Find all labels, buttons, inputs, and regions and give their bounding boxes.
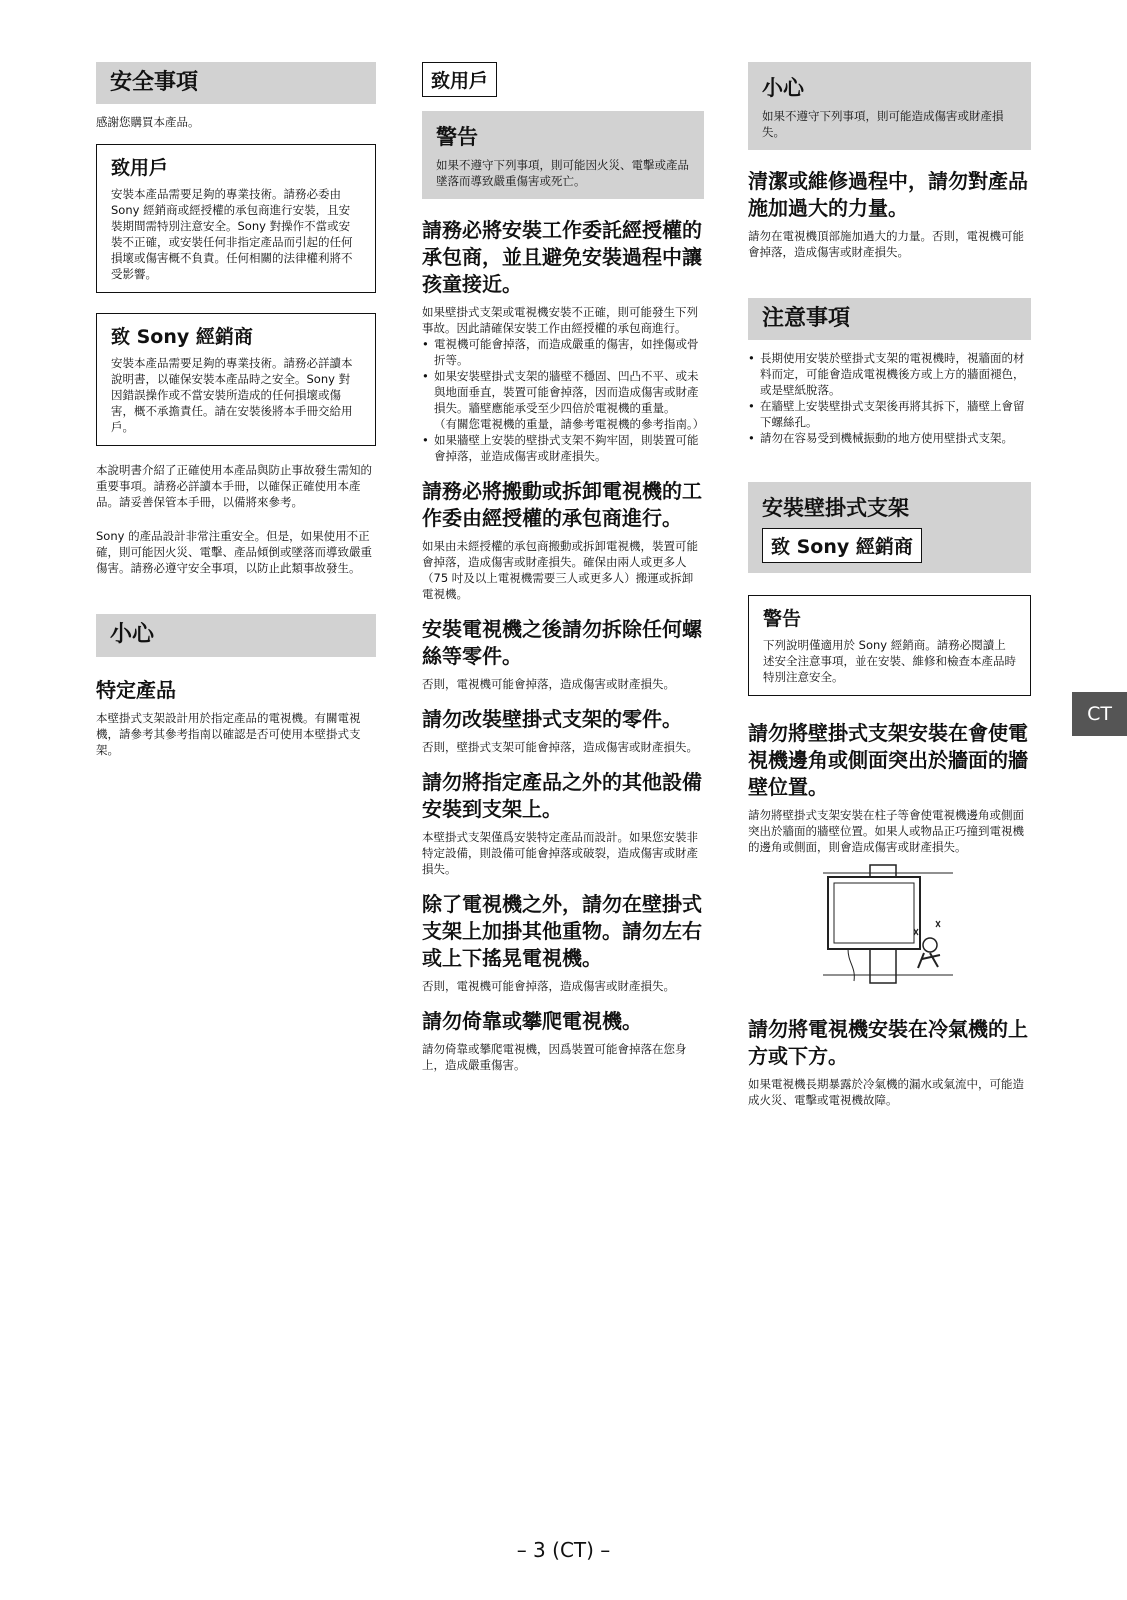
caution-box bbox=[748, 62, 1031, 150]
section-text: 否則，壁掛式支架可能會掉落，造成傷害或財產損失。 bbox=[422, 740, 698, 754]
list-item: • 請勿在容易受到機械振動的地方使用壁掛式支架。 bbox=[748, 430, 1031, 446]
users-box-text: 安裝本產品需要足夠的專業技術。請務必委由 Sony 經銷商或經授權的承包商進行安裝，且安裝期間需特別注意安全。Sony 對操作不當或安裝不正確，或安裝任何非指定產品而引起的任何損壞或傷害概不負責。任何相關的法律權利將不受影響。 bbox=[111, 187, 353, 282]
section-text: 如果由未經授權的承包商搬動或拆卸電視機，裝置可能會掉落，造成傷害或財產損失。確保由兩人或更多人（75 吋及以上電視機需要三人或更多人）搬運或拆卸電視機。 bbox=[422, 539, 698, 601]
specific-product-title: 特定產品 bbox=[96, 677, 176, 702]
specific-product-text: 本壁掛式支架設計用於指定產品的電視機。有關電視機，請參考其參考指南以確認是否可使用本壁掛式支架。 bbox=[96, 710, 361, 757]
safety-paragraph: Sony 的產品設計非常注重安全。但是，如果使用不正確，則可能因火災、電擊、產品傾倒或墜落而導致嚴重傷害。請務必遵守安全事項，以防止此類事故發生。 bbox=[96, 529, 372, 576]
list-item: • 長期使用安裝於壁掛式支架的電視機時，視牆面的材料而定，可能會造成電視機後方或上方的牆面褪色，或是壁紙脫落。 bbox=[748, 350, 1031, 398]
caution-title: 小心 bbox=[762, 76, 804, 100]
section-text: 否則，電視機可能會掉落，造成傷害或財產損失。 bbox=[422, 677, 675, 691]
warning-text: 如果不遵守下列事項，則可能因火災、電擊或產品墜落而導致嚴重傷害或死亡。 bbox=[436, 158, 689, 188]
install-header bbox=[748, 482, 1031, 573]
warning-box bbox=[422, 111, 704, 199]
section-title: 除了電視機之外，請勿在壁掛式支架上加掛其他重物。請勿左右或上下搖晃電視機。 bbox=[422, 892, 702, 970]
section-title: 請務必將搬動或拆卸電視機的工作委由經授權的承包商進行。 bbox=[422, 479, 702, 530]
caution-title: 小心 bbox=[96, 614, 376, 656]
notes-title: 注意事項 bbox=[748, 298, 1031, 340]
install-title: 安裝壁掛式支架 bbox=[762, 496, 909, 521]
users-title: 致用戶 bbox=[422, 62, 497, 97]
thanks-text: 感謝您購買本產品。 bbox=[96, 115, 200, 130]
section-text: 本壁掛式支架僅爲安裝特定產品而設計。如果您安裝非特定設備，則設備可能會掉落或破裂，造成傷害或財產損失。 bbox=[422, 830, 698, 876]
dealer-box-title: 致 Sony 經銷商 bbox=[111, 326, 253, 349]
section-title: 請勿改裝壁掛式支架的零件。 bbox=[422, 707, 682, 731]
dealer-box-text: 安裝本產品需要足夠的專業技術。請務必詳讀本說明書，以確保安裝本產品時之安全。Sony 對因錯誤操作或不當安裝所造成的任何損壞或傷害，概不承擔責任。請在安裝後將本手冊交給用戶。 bbox=[111, 356, 353, 435]
users-box bbox=[96, 144, 376, 293]
language-tab: CT bbox=[1072, 692, 1127, 736]
section-text: 如果壁掛式支架或電視機安裝不正確，則可能發生下列事故。因此請確保安裝工作由經授權的承包商進行。 bbox=[422, 305, 698, 335]
tv-corner-collision-illustration bbox=[818, 863, 958, 988]
section-title: 請務必將安裝工作委託經授權的承包商，並且避免安裝過程中讓孩童接近。 bbox=[422, 218, 702, 296]
section-title: 請勿將指定產品之外的其他設備安裝到支架上。 bbox=[422, 770, 702, 821]
section-text: 請勿在電視機頂部施加過大的力量。否則，電視機可能會掉落，造成傷害或財產損失。 bbox=[748, 229, 1024, 259]
section-text: 請勿倚靠或攀爬電視機，因爲裝置可能會掉落在您身上，造成嚴重傷害。 bbox=[422, 1042, 687, 1072]
warning-title: 警告 bbox=[436, 125, 478, 149]
section-title: 請勿將壁掛式支架安裝在會使電視機邊角或側面突出於牆面的牆壁位置。 bbox=[748, 721, 1028, 800]
list-item: • 電視機可能會掉落，而造成嚴重的傷害，如挫傷或骨折等。 bbox=[422, 336, 704, 368]
warning-text: 下列說明僅適用於 Sony 經銷商。請務必閱讀上述安全注意事項，並在安裝、維修和檢查本產品時特別注意安全。 bbox=[763, 638, 1016, 685]
dealer-box bbox=[96, 313, 376, 446]
dealer-title: 致 Sony 經銷商 bbox=[762, 528, 922, 563]
section-title: 清潔或維修過程中，請勿對產品施加過大的力量。 bbox=[748, 169, 1028, 220]
caution-text: 如果不遵守下列事項，則可能造成傷害或財產損失。 bbox=[762, 109, 1004, 139]
section-title: 請勿將電視機安裝在冷氣機的上方或下方。 bbox=[748, 1017, 1028, 1069]
section-text: 請勿將壁掛式支架安裝在柱子等會使電視機邊角或側面突出於牆面的牆壁位置。如果人或物品正巧撞到電視機的邊角或側面，則會造成傷害或財產損失。 bbox=[748, 808, 1024, 855]
column-3 bbox=[748, 62, 1031, 1108]
list-item: • 在牆壁上安裝壁掛式支架後再將其拆下，牆壁上會留下螺絲孔。 bbox=[748, 398, 1031, 430]
section-title: 安裝電視機之後請勿拆除任何螺絲等零件。 bbox=[422, 617, 702, 668]
warning-title: 警告 bbox=[763, 608, 802, 631]
section-bullets bbox=[422, 336, 704, 416]
notes-bullets bbox=[748, 350, 1031, 446]
dealer-warning-box bbox=[748, 595, 1031, 696]
weight-note: （有關您電視機的重量，請參考電視機的參考指南。） bbox=[434, 417, 705, 431]
section-title: 請勿倚靠或攀爬電視機。 bbox=[422, 1009, 642, 1033]
column-2 bbox=[422, 62, 704, 1073]
users-box-title: 致用戶 bbox=[111, 157, 169, 180]
list-item: • 如果牆壁上安裝的壁掛式支架不夠牢固，則裝置可能會掉落，並造成傷害或財產損失。 bbox=[422, 432, 704, 464]
list-item: • 如果安裝壁掛式支架的牆壁不穩固、凹凸不平、或未與地面垂直，裝置可能會掉落，因而造成傷害或財產損失。牆壁應能承受至少四倍於電視機的重量。 bbox=[422, 368, 704, 416]
column-1 bbox=[96, 62, 376, 758]
intro-paragraph: 本說明書介紹了正確使用本產品與防止事故發生需知的重要事項。請務必詳讀本手冊，以確保正確使用本產品。請妥善保管本手冊，以備將來參考。 bbox=[96, 463, 372, 510]
safety-title: 安全事項 bbox=[96, 62, 376, 104]
section-text: 否則，電視機可能會掉落，造成傷害或財產損失。 bbox=[422, 979, 675, 993]
section-text: 如果電視機長期暴露於冷氣機的漏水或氣流中，可能造成火災、電擊或電視機故障。 bbox=[748, 1077, 1024, 1108]
page-number: – 3 (CT) – bbox=[516, 1538, 611, 1562]
